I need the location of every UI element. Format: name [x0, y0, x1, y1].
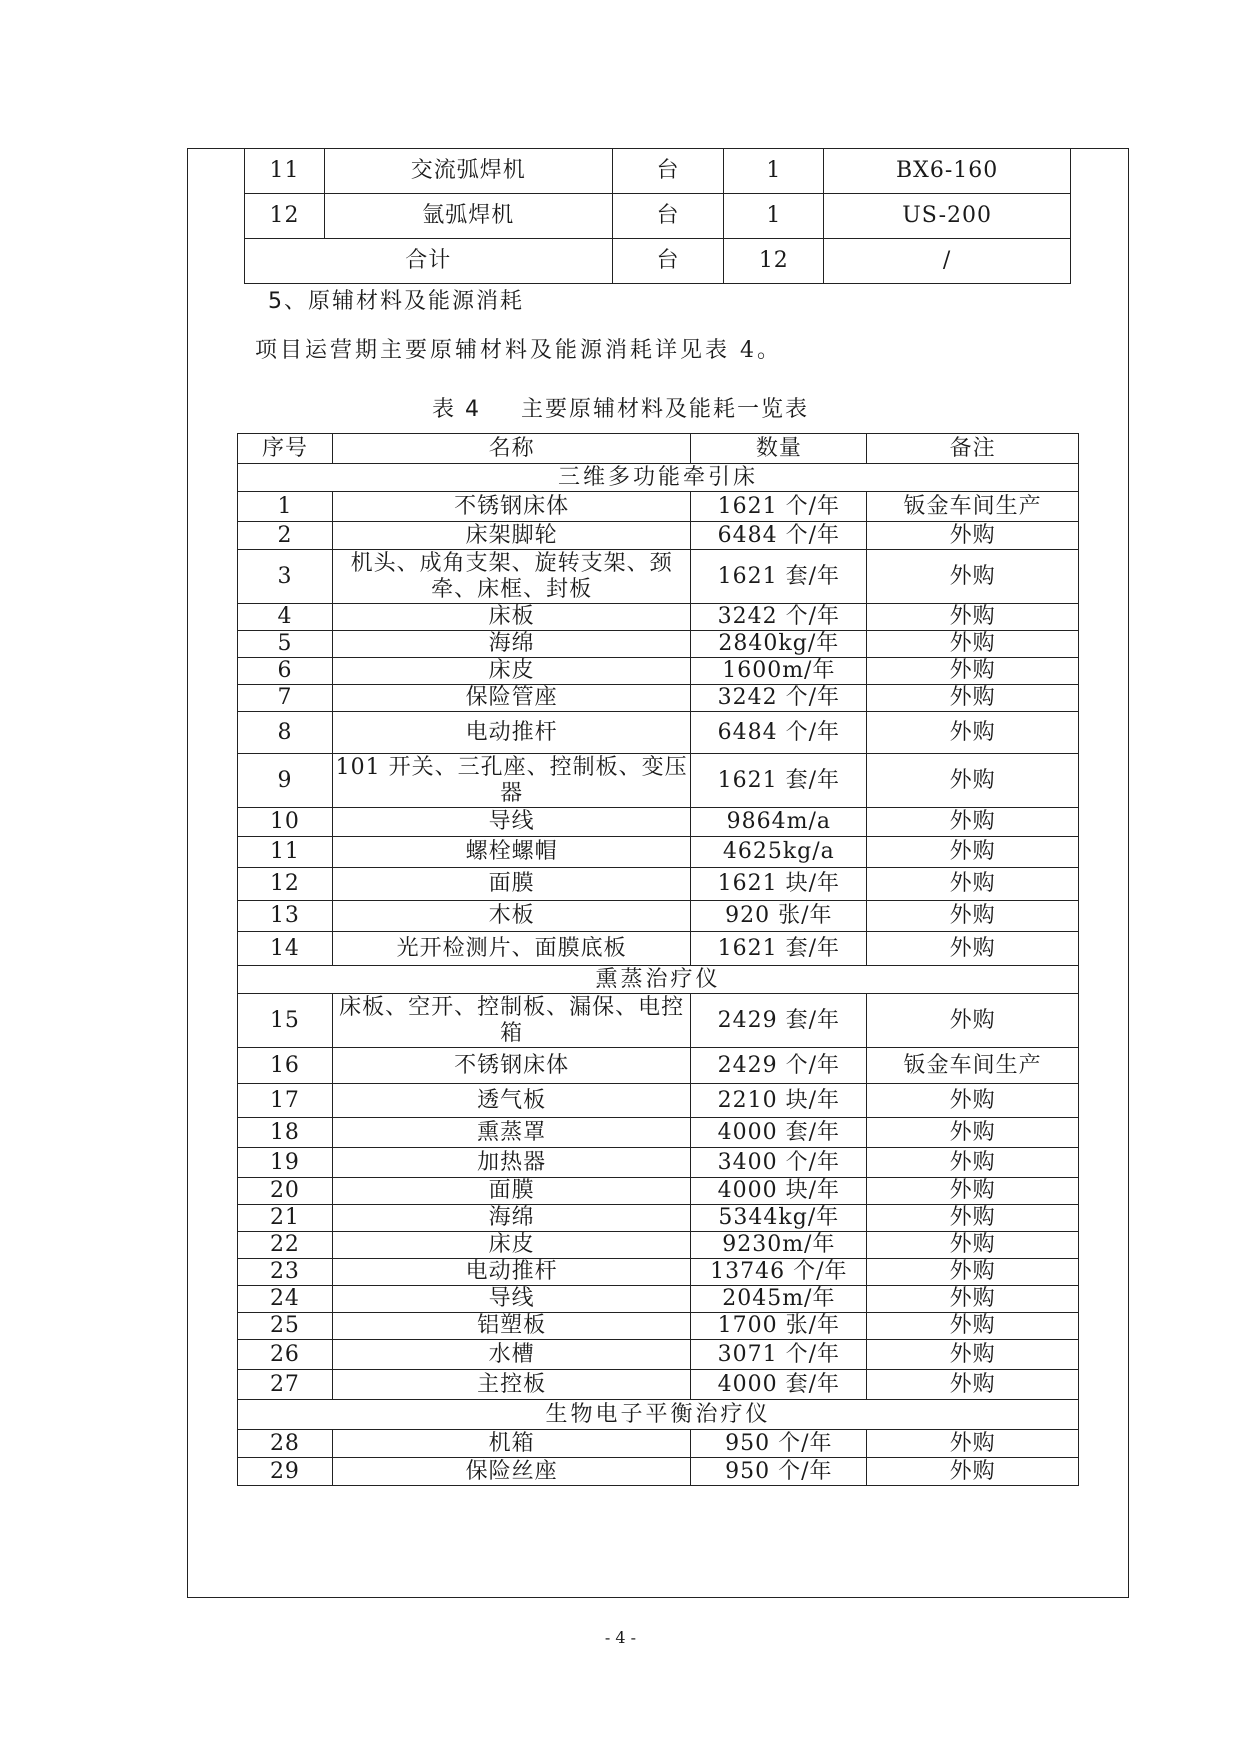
material-name: 床架脚轮 [332, 522, 691, 550]
equipment-quantity: 1 [724, 194, 824, 239]
material-row [238, 1458, 1079, 1486]
material-quantity: 9230m/年 [691, 1232, 867, 1259]
material-row [238, 1084, 1079, 1118]
group-row [238, 1400, 1079, 1430]
row-number: 20 [238, 1178, 333, 1205]
material-quantity: 6484 个/年 [691, 712, 867, 754]
row-number: 16 [238, 1048, 333, 1084]
equipment-model: US-200 [824, 194, 1071, 239]
material-note: 外购 [867, 1340, 1079, 1370]
material-quantity: 950 个/年 [691, 1430, 867, 1458]
materials-table [237, 433, 1079, 1486]
equipment-row [245, 194, 1071, 239]
material-quantity: 2429 套/年 [691, 994, 867, 1048]
material-name: 床皮 [332, 1232, 691, 1259]
row-number: 11 [238, 837, 333, 868]
section-intro: 项目运营期主要原辅材料及能源消耗详见表 4。 [255, 338, 782, 363]
material-note: 外购 [867, 1458, 1079, 1486]
material-name: 铝塑板 [332, 1313, 691, 1340]
material-row [238, 658, 1079, 685]
material-note: 外购 [867, 994, 1079, 1048]
material-name: 主控板 [332, 1370, 691, 1400]
row-number: 14 [238, 932, 333, 966]
group-row [238, 464, 1079, 492]
material-quantity: 13746 个/年 [691, 1259, 867, 1286]
equipment-unit: 台 [612, 149, 724, 194]
equipment-unit: 台 [612, 194, 724, 239]
row-number: 19 [238, 1148, 333, 1178]
material-note: 外购 [867, 1205, 1079, 1232]
material-quantity: 3400 个/年 [691, 1148, 867, 1178]
material-row [238, 1205, 1079, 1232]
material-note: 外购 [867, 1178, 1079, 1205]
material-name: 机箱 [332, 1430, 691, 1458]
material-note: 外购 [867, 604, 1079, 631]
material-name: 101 开关、三孔座、控制板、变压器 [332, 754, 691, 808]
row-number: 18 [238, 1118, 333, 1148]
material-name: 不锈钢床体 [332, 1048, 691, 1084]
material-quantity: 5344kg/年 [691, 1205, 867, 1232]
material-name: 床板、空开、控制板、漏保、电控箱 [332, 994, 691, 1048]
material-note: 外购 [867, 1084, 1079, 1118]
row-number: 1 [238, 492, 333, 522]
row-number: 27 [238, 1370, 333, 1400]
material-row [238, 1340, 1079, 1370]
total-label: 合计 [245, 239, 613, 284]
material-quantity: 2210 块/年 [691, 1084, 867, 1118]
materials-header-row [238, 434, 1079, 464]
table-caption-title: 主要原辅材料及能耗一览表 [520, 397, 809, 422]
material-quantity: 4625kg/a [691, 837, 867, 868]
material-quantity: 1621 套/年 [691, 932, 867, 966]
material-quantity: 1600m/年 [691, 658, 867, 685]
equipment-quantity: 1 [724, 149, 824, 194]
material-note: 外购 [867, 550, 1079, 604]
material-note: 外购 [867, 754, 1079, 808]
material-name: 海绵 [332, 1205, 691, 1232]
material-note: 外购 [867, 522, 1079, 550]
header-cell: 名称 [332, 434, 691, 464]
material-name: 加热器 [332, 1148, 691, 1178]
row-number: 8 [238, 712, 333, 754]
material-row [238, 1313, 1079, 1340]
material-name: 熏蒸罩 [332, 1118, 691, 1148]
material-row [238, 550, 1079, 604]
table-caption-number: 表 4 [431, 397, 481, 422]
material-note: 外购 [867, 868, 1079, 901]
group-row [238, 966, 1079, 994]
row-number: 24 [238, 1286, 333, 1313]
material-name: 不锈钢床体 [332, 492, 691, 522]
row-number: 10 [238, 808, 333, 837]
material-row [238, 1430, 1079, 1458]
equipment-table [244, 148, 1071, 284]
material-name: 面膜 [332, 868, 691, 901]
material-note: 外购 [867, 808, 1079, 837]
equipment-table-body [245, 149, 1071, 284]
material-quantity: 1621 套/年 [691, 550, 867, 604]
material-note: 外购 [867, 1313, 1079, 1340]
material-note: 外购 [867, 1118, 1079, 1148]
material-note: 外购 [867, 712, 1079, 754]
material-row [238, 522, 1079, 550]
row-number: 4 [238, 604, 333, 631]
group-title: 三维多功能牵引床 [238, 464, 1079, 492]
material-row [238, 901, 1079, 932]
header-cell: 备注 [867, 434, 1079, 464]
row-number: 12 [238, 868, 333, 901]
equipment-model: BX6-160 [824, 149, 1071, 194]
material-quantity: 2045m/年 [691, 1286, 867, 1313]
material-name: 电动推杆 [332, 1259, 691, 1286]
total-unit: 台 [612, 239, 724, 284]
material-row [238, 1370, 1079, 1400]
table-caption [0, 392, 1241, 423]
page-number: - 4 - [604, 1628, 637, 1647]
equipment-total-row [245, 239, 1071, 284]
material-row [238, 1286, 1079, 1313]
material-row [238, 1178, 1079, 1205]
equipment-row [245, 149, 1071, 194]
material-name: 导线 [332, 808, 691, 837]
material-note: 外购 [867, 837, 1079, 868]
row-number: 23 [238, 1259, 333, 1286]
row-number: 13 [238, 901, 333, 932]
material-name: 电动推杆 [332, 712, 691, 754]
material-name: 面膜 [332, 1178, 691, 1205]
material-quantity: 3071 个/年 [691, 1340, 867, 1370]
material-note: 外购 [867, 1232, 1079, 1259]
material-quantity: 1700 张/年 [691, 1313, 867, 1340]
material-quantity: 3242 个/年 [691, 604, 867, 631]
material-note: 外购 [867, 901, 1079, 932]
total-model: / [824, 239, 1071, 284]
material-quantity: 2429 个/年 [691, 1048, 867, 1084]
material-row [238, 994, 1079, 1048]
material-name: 水槽 [332, 1340, 691, 1370]
material-name: 床皮 [332, 658, 691, 685]
material-quantity: 950 个/年 [691, 1458, 867, 1486]
material-quantity: 4000 块/年 [691, 1178, 867, 1205]
material-row [238, 712, 1079, 754]
materials-table-body [238, 464, 1079, 1486]
material-row [238, 868, 1079, 901]
material-row [238, 1048, 1079, 1084]
material-quantity: 2840kg/年 [691, 631, 867, 658]
row-number: 22 [238, 1232, 333, 1259]
material-quantity: 920 张/年 [691, 901, 867, 932]
row-number: 2 [238, 522, 333, 550]
material-quantity: 1621 个/年 [691, 492, 867, 522]
material-row [238, 754, 1079, 808]
row-number: 6 [238, 658, 333, 685]
material-quantity: 1621 块/年 [691, 868, 867, 901]
material-name: 木板 [332, 901, 691, 932]
row-number: 21 [238, 1205, 333, 1232]
row-number: 26 [238, 1340, 333, 1370]
material-row [238, 604, 1079, 631]
section-heading: 5、原辅材料及能源消耗 [268, 289, 524, 314]
header-cell: 数量 [691, 434, 867, 464]
material-quantity: 9864m/a [691, 808, 867, 837]
group-title: 生物电子平衡治疗仪 [238, 1400, 1079, 1430]
equipment-name: 氩弧焊机 [324, 194, 612, 239]
material-row [238, 837, 1079, 868]
material-row [238, 492, 1079, 522]
row-number: 7 [238, 685, 333, 712]
row-number: 11 [245, 149, 325, 194]
material-note: 外购 [867, 685, 1079, 712]
material-row [238, 1118, 1079, 1148]
material-quantity: 1621 套/年 [691, 754, 867, 808]
material-quantity: 6484 个/年 [691, 522, 867, 550]
material-name: 床板 [332, 604, 691, 631]
material-name: 透气板 [332, 1084, 691, 1118]
material-row [238, 1232, 1079, 1259]
material-quantity: 4000 套/年 [691, 1118, 867, 1148]
material-row [238, 1259, 1079, 1286]
row-number: 12 [245, 194, 325, 239]
material-note: 外购 [867, 1370, 1079, 1400]
material-quantity: 4000 套/年 [691, 1370, 867, 1400]
material-note: 外购 [867, 631, 1079, 658]
material-row [238, 932, 1079, 966]
row-number: 9 [238, 754, 333, 808]
material-quantity: 3242 个/年 [691, 685, 867, 712]
material-name: 海绵 [332, 631, 691, 658]
material-name: 保险丝座 [332, 1458, 691, 1486]
material-row [238, 685, 1079, 712]
material-name: 光开检测片、面膜底板 [332, 932, 691, 966]
row-number: 29 [238, 1458, 333, 1486]
row-number: 3 [238, 550, 333, 604]
row-number: 5 [238, 631, 333, 658]
row-number: 25 [238, 1313, 333, 1340]
material-name: 保险管座 [332, 685, 691, 712]
material-note: 外购 [867, 932, 1079, 966]
material-note: 外购 [867, 1259, 1079, 1286]
material-note: 外购 [867, 1286, 1079, 1313]
material-note: 钣金车间生产 [867, 1048, 1079, 1084]
row-number: 15 [238, 994, 333, 1048]
row-number: 17 [238, 1084, 333, 1118]
material-row [238, 1148, 1079, 1178]
material-note: 外购 [867, 1148, 1079, 1178]
material-row [238, 631, 1079, 658]
material-note: 外购 [867, 1430, 1079, 1458]
material-name: 导线 [332, 1286, 691, 1313]
row-number: 28 [238, 1430, 333, 1458]
group-title: 熏蒸治疗仪 [238, 966, 1079, 994]
material-name: 螺栓螺帽 [332, 837, 691, 868]
equipment-name: 交流弧焊机 [324, 149, 612, 194]
header-cell: 序号 [238, 434, 333, 464]
material-name: 机头、成角支架、旋转支架、颈牵、床框、封板 [332, 550, 691, 604]
material-note: 钣金车间生产 [867, 492, 1079, 522]
material-note: 外购 [867, 658, 1079, 685]
material-row [238, 808, 1079, 837]
total-quantity: 12 [724, 239, 824, 284]
